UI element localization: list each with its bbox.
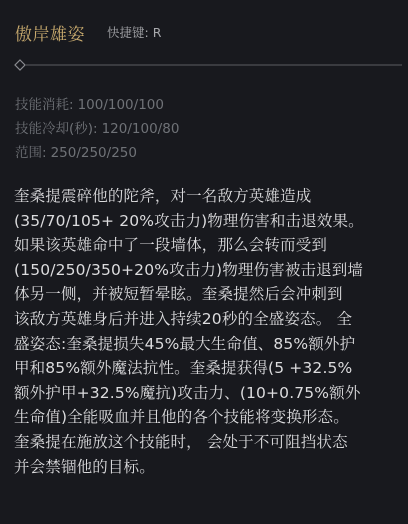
description-line: 奎桑提在施放这个技能时， 会处于不可阻挡状态 — [14, 432, 348, 451]
skill-stats — [15, 93, 179, 165]
hotkey-label: 快捷键: — [107, 25, 149, 40]
hotkey-key: R — [152, 24, 162, 40]
skill-description — [14, 184, 406, 479]
description-line: 奎桑提震碎他的陀斧，对一名敌方英雄造成 — [14, 187, 312, 205]
description-line: (35/70/105+ 20%攻击力)物理伤害和击退效果。 — [14, 211, 364, 230]
description-line: 如果该英雄命中了一段墙体，那么会转而受到 — [14, 236, 328, 255]
stat-cooldown-label: 技能冷却(秒): — [15, 121, 98, 137]
stat-cooldown — [15, 117, 179, 141]
description-line: 盛姿态:奎桑提损失45%最大生命值、85%额外护 — [14, 334, 356, 353]
stat-cooldown-value: 120/100/80 — [101, 121, 180, 137]
description-line: 体另一侧，并被短暂晕眩。奎桑提然后会冲刺到 — [14, 285, 343, 304]
stat-cost-label: 技能消耗: — [15, 97, 74, 113]
description-line: (150/250/350+20%攻击力)物理伤害被击退到墙 — [14, 260, 364, 279]
description-line: 该敌方英雄身后并进入持续20秒的全盛姿态。 全 — [14, 309, 353, 328]
stat-cost-value: 100/100/100 — [77, 97, 164, 113]
description-line: 生命值)全能吸血并且他的各个技能将变换形态。 — [14, 408, 349, 427]
header-divider — [14, 58, 402, 72]
stat-range-value: 250/250/250 — [50, 145, 137, 161]
tooltip-header — [15, 18, 161, 46]
description-line: 甲和85%额外魔法抗性。奎桑提获得(5 +32.5% — [14, 359, 353, 378]
description-line: 额外护甲+32.5%魔抗)攻击力、(10+0.75%额外 — [14, 383, 361, 402]
description-line: 并会禁锢他的目标。 — [14, 457, 155, 476]
divider-diamond-icon — [14, 58, 402, 72]
skill-name: 傲岸雄姿 — [15, 24, 85, 45]
hotkey — [107, 23, 161, 41]
stat-cost — [15, 93, 179, 117]
stat-range-label: 范围: — [15, 145, 47, 161]
stat-range — [15, 141, 179, 165]
